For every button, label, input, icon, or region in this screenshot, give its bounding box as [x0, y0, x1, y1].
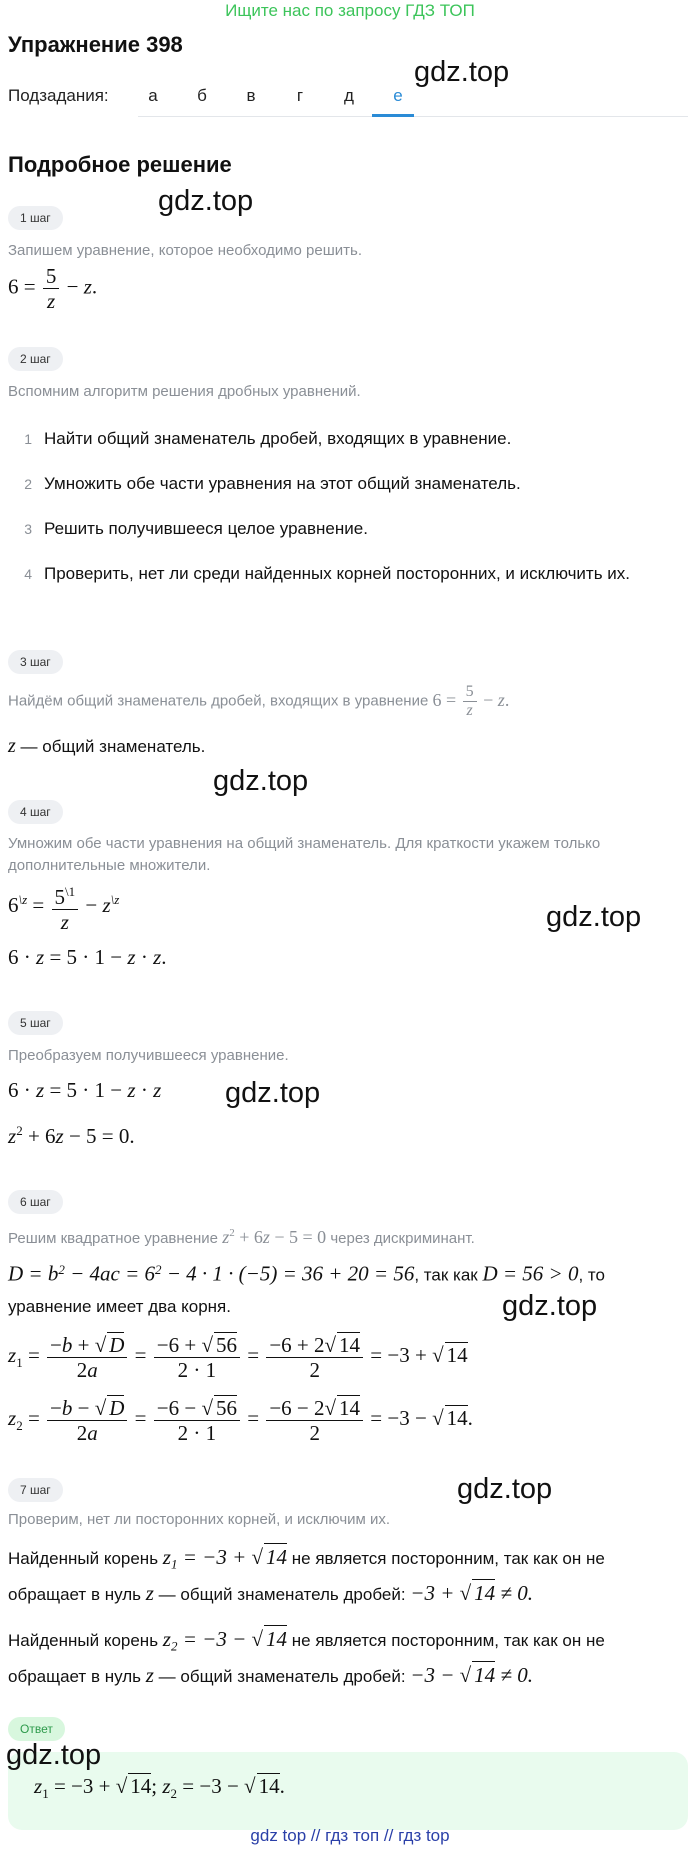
- root-1-check: Найденный корень $z_1 = -3$ + √ 14 не является посторонним, так как он не: [8, 1545, 605, 1572]
- step-text: Найдём общий знаменатель дробей, входящих в уравнение 6 = $\frac{5}{z}$ − z.: [8, 683, 510, 719]
- top-banner[interactable]: Ищите нас по запросу ГДЗ ТОП: [225, 1, 475, 20]
- root-2-formula: $z_2$ = $\frac{-b - √ D}{2a}$ = $\frac{-6 - √ 56}{2 \cdot 1}$ = $\frac{-6 - 2√ 14}{2}$ = −3 − √ 14.: [8, 1396, 473, 1445]
- root-2-check: обращает в нуль z — общий знаменатель дробей: −3 − √ 14 ≠ 0.: [8, 1663, 533, 1687]
- list-item: Проверить, нет ли среди найденных корней посторонних, и исключить их.: [44, 564, 631, 583]
- step-badge: 6 шаг: [8, 1190, 63, 1214]
- step-text: уравнение имеет два корня.: [8, 1297, 231, 1316]
- footer-links[interactable]: gdz top // гдз топ // гдз top: [250, 1826, 450, 1845]
- discriminant-line: $D = b^2 - 4ac = 6^2 - 4 \cdot 1 \cdot (-5) = 36 + 20 = 56$, так как D = 56 > 0, то: [8, 1261, 605, 1286]
- watermark: gdz.top: [502, 1290, 598, 1322]
- tab-a[interactable]: а: [148, 86, 158, 105]
- step-text: Умножим обе части уравнения на общий знаменатель. Для краткости укажем только дополнительные множители.: [8, 835, 601, 874]
- step-note: z — общий знаменатель.: [8, 735, 206, 757]
- list-number: 3: [24, 521, 32, 537]
- equation: $z^2 + 6z - 5 = 0$.: [8, 1123, 135, 1148]
- tab-g[interactable]: г: [296, 86, 304, 105]
- step-badge: 3 шаг: [8, 650, 63, 674]
- active-tab-indicator: [372, 114, 414, 117]
- tab-v[interactable]: в: [246, 86, 256, 105]
- list-number: 4: [24, 566, 32, 582]
- list-item: Решить получившееся целое уравнение.: [44, 519, 368, 538]
- step-badge: 4 шаг: [8, 800, 63, 824]
- answer-badge: Ответ: [8, 1717, 65, 1741]
- watermark: gdz.top: [225, 1077, 321, 1109]
- list-number: 2: [24, 476, 32, 492]
- equation: 6 = $\frac{5}{z}$ − z.: [8, 264, 98, 313]
- answer-text: $z_1 = -3$ + √ 14; $z_2 = -3$ − √ 14.: [34, 1774, 285, 1802]
- section-title: Подробное решение: [8, 152, 232, 177]
- step-text: Проверим, нет ли посторонних корней, и исключим их.: [8, 1511, 391, 1528]
- root-1-formula: $z_1$ = $\frac{-b + √ D}{2a}$ = $\frac{-6 + √ 56}{2 \cdot 1}$ = $\frac{-6 + 2√ 14}{2}$ = −3 + √ 14: [8, 1333, 468, 1382]
- step-text: Вспомним алгоритм решения дробных уравнений.: [8, 383, 361, 400]
- subtasks-label: Подзадания:: [8, 86, 109, 105]
- tab-e[interactable]: е: [393, 86, 403, 105]
- watermark: gdz.top: [414, 56, 510, 88]
- exercise-title: Упражнение 398: [8, 32, 183, 57]
- step-badge: 1 шаг: [8, 206, 63, 230]
- step-badge: 2 шаг: [8, 347, 63, 371]
- watermark: gdz.top: [213, 765, 309, 797]
- root-2-check: Найденный корень $z_2 = -3$ − √ 14 не является посторонним, так как он не: [8, 1627, 605, 1654]
- root-1-check: обращает в нуль z — общий знаменатель дробей: −3 + √ 14 ≠ 0.: [8, 1581, 533, 1605]
- watermark: gdz.top: [6, 1739, 102, 1771]
- step-badge: 5 шаг: [8, 1011, 63, 1035]
- equation: 6 · z = 5 · 1 − z · z.: [8, 945, 167, 969]
- step-text: Преобразуем получившееся уравнение.: [8, 1047, 289, 1064]
- list-item: Умножить обе части уравнения на этот общий знаменатель.: [44, 474, 521, 493]
- equation: 6 · z = 5 · 1 − z · z: [8, 1078, 162, 1102]
- step-text: Запишем уравнение, которое необходимо решить.: [8, 242, 363, 259]
- list-number: 1: [24, 431, 32, 447]
- watermark: gdz.top: [546, 901, 642, 933]
- step-badge: 7 шаг: [8, 1478, 63, 1502]
- tab-b[interactable]: б: [197, 86, 207, 105]
- tab-d[interactable]: д: [344, 86, 354, 105]
- watermark: gdz.top: [457, 1473, 553, 1505]
- equation: $6^{\backslash z}$ = $\frac{5^{\backslash 1}}{z}$ − $z^{\backslash z}$: [8, 880, 119, 934]
- step-text: Решим квадратное уравнение $z^2 + 6z - 5 = 0$ через дискриминант.: [8, 1227, 475, 1247]
- watermark: gdz.top: [158, 185, 254, 217]
- list-item: Найти общий знаменатель дробей, входящих в уравнение.: [44, 429, 512, 448]
